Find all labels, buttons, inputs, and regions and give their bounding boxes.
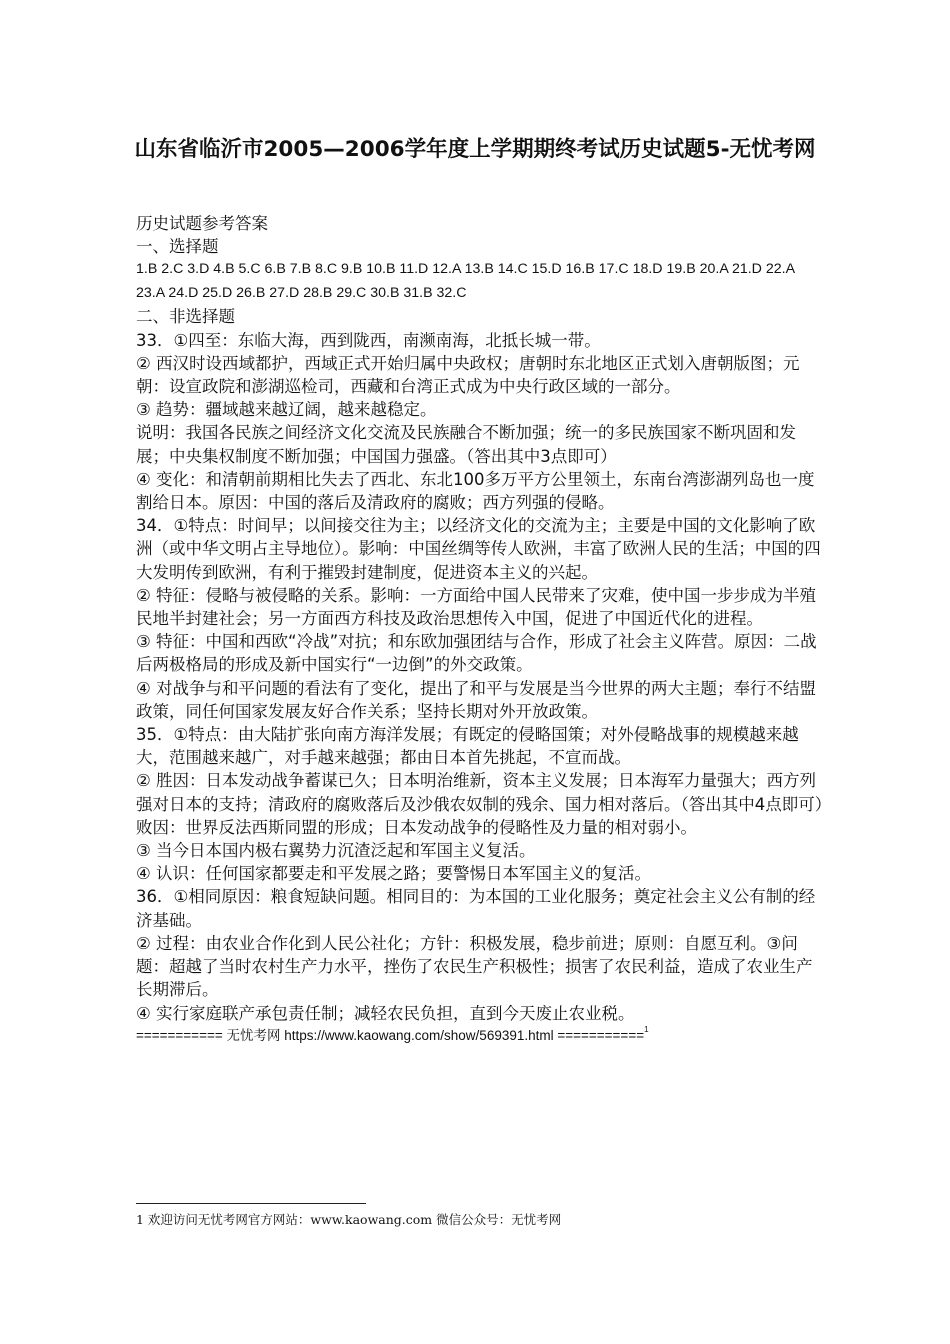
paragraph: ③ 趋势：疆域越来越辽阔，越来越稳定。 [136, 400, 437, 420]
paragraph: ② 过程：由农业合作化到人民公社化；方针：积极发展，稳步前进；原则：自愿互利。③问题：超越了当时农村生产力水平，挫伤了农民生产积极性；损害了农民利益，造成了农业生产长期滞后。 [136, 933, 813, 1000]
section-heading-nonchoice: 二、非选择题 [136, 307, 235, 327]
source-link-text[interactable]: =========== 无忧考网 https://www.kaowang.com/show/569391.html =========== [136, 1027, 645, 1043]
paragraph: ② 西汉时设西域都护，西域正式开始归属中央政权；唐朝时东北地区正式划入唐朝版图；元朝：设宣政院和澎湖巡检司，西藏和台湾正式成为中央行政区域的一部分。 [136, 353, 800, 397]
document-title: 山东省临沂市2005—2006学年度上学期期终考试历史试题5-无忧考网 [134, 137, 816, 162]
footnote-marker: 1 [644, 1024, 649, 1034]
source-line [136, 1025, 826, 1047]
paragraph: 败因：世界反法西斯同盟的形成；日本发动战争的侵略性及力量的相对弱小。 [136, 817, 697, 837]
paragraph: 34．①特点：时间早；以间接交往为主；以经济文化的交流为主；主要是中国的文化影响了欧洲（或中华文明占主导地位）。影响：中国丝绸等传人欧洲，丰富了欧洲人民的生活；中国的四大发明传到欧洲，有利于摧毁封建制度，促进资本主义的兴起。 [136, 516, 821, 582]
paragraph: 35．①特点：由大陆扩张向南方海洋发展；有既定的侵略国策；对外侵略战事的规模越来越大，范围越来越广，对手越来越强；都由日本首先挑起，不宣而战。 [136, 725, 799, 768]
paragraph: ③ 特征：中国和西欧“冷战”对抗；和东欧加强团结与合作，形成了社会主义阵营。原因：二战后两极格局的形成及新中国实行“一边倒”的外交政策。 [136, 632, 817, 675]
section-heading-choice: 一、选择题 [136, 237, 219, 257]
paragraph: ④ 实行家庭联产承包责任制；减轻农民负担，直到今天废止农业税。 [136, 1003, 635, 1023]
paragraph: 33．①四至：东临大海，西到陇西，南濒南海，北抵长城一带。 [136, 330, 601, 350]
paragraph: 36．①相同原因：粮食短缺问题。相同目的：为本国的工业化服务；奠定社会主义公有制的经济基础。 [136, 887, 816, 930]
choice-answers: 1.B 2.C 3.D 4.B 5.C 6.B 7.B 8.C 9.B 10.B 11.D 12.A 13.B 14.C 15.D 16.B 17.C 18.D 19.B 20.A 21.D 22.A 23.A 24.D 25.D 26.B 27.D 28.B 29.C 30.B 31.B 32.C [136, 261, 795, 301]
paragraph: ③ 当今日本国内极右翼势力沉渣泛起和军国主义复活。 [136, 841, 536, 861]
document-body [136, 212, 832, 1047]
answer-heading: 历史试题参考答案 [136, 214, 268, 233]
paragraph: ④ 认识：任何国家都要走和平发展之路；要警惕日本军国主义的复活。 [136, 864, 652, 884]
footnote-divider [136, 1203, 366, 1204]
paragraph: ② 特征：侵略与被侵略的关系。影响：一方面给中国人民带来了灾难，使中国一步步成为半殖民地半封建社会；另一方面西方科技及政治思想传入中国，促进了中国近代化的进程。 [136, 585, 817, 629]
paragraph: ④ 对战争与和平问题的看法有了变化，提出了和平与发展是当今世界的两大主题；奉行不结盟政策，同任何国家发展友好合作关系；坚持长期对外开放政策。 [136, 678, 817, 721]
paragraph: ② 胜因：日本发动战争蓄谋已久；日本明治维新，资本主义发展；日本海军力量强大；西方列强对日本的支持；清政府的腐败落后及沙俄农奴制的残余、国力相对落后。（答出其中4点即可） [136, 771, 832, 814]
footnote: 1 欢迎访问无忧考网官方网站：www.kaowang.com 微信公众号：无忧考网 [136, 1212, 562, 1227]
paragraph: 说明：我国各民族之间经济文化交流及民族融合不断加强；统一的多民族国家不断巩固和发展；中央集权制度不断加强；中国国力强盛。（答出其中3点即可） [136, 423, 796, 466]
paragraph: ④ 变化：和清朝前期相比失去了西北、东北100多万平方公里领土，东南台湾澎湖列岛也一度割给日本。原因：中国的落后及清政府的腐败；西方列强的侵略。 [136, 469, 815, 513]
